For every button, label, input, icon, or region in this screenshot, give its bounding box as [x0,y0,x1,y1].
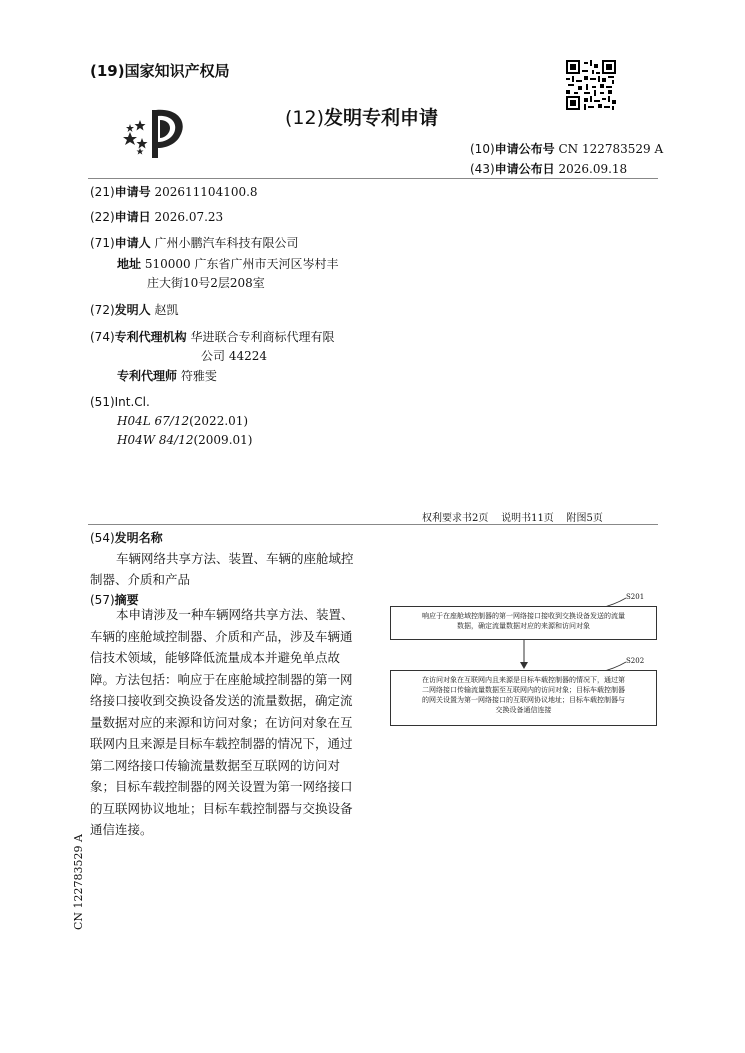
address-label: 地址 [117,257,142,271]
patent-agent [117,368,217,384]
abstract-body [90,604,380,841]
s202-line1: 在访问对象在互联网内且来源是目标车载控制器的情况下，通过第 [422,676,625,684]
abstract-line: 通信连接。 [90,822,153,837]
agency-num: (74) [90,330,115,344]
page-counts: 权利要求书2页 说明书11页 附图5页 [422,513,603,524]
agency-line2: 公司 44224 [201,349,267,363]
inventor-label: 发明人 [114,303,151,317]
application-date [90,209,223,225]
intcl-label: Int.Cl. [114,395,150,409]
address [117,255,338,293]
agent-label: 专利代理师 [117,369,178,383]
publication-date [470,161,627,177]
office-name: 国家知识产权局 [124,62,230,80]
app-date-value: 2026.07.23 [154,210,224,224]
abstract-line: 象；目标车载控制器的网关设置为第一网络接口 [90,779,353,794]
counts-divider [88,524,658,525]
pub-no-num: (10) [470,142,495,156]
abstract-line: 信技术领域，能够降低流量成本并避免单点故 [90,650,341,665]
invention-title [90,548,354,590]
inventor [90,302,179,318]
pub-no-value: CN 122783529 A [558,142,664,156]
agency-label: 专利代理机构 [114,330,187,344]
class-2-version: (2009.01) [193,433,253,447]
patent-agency [90,328,335,366]
s202-line4: 交换设备通信连接 [495,706,552,714]
inventor-value: 赵凯 [154,303,179,317]
address-line1: 510000 广东省广州市天河区岑村丰 [144,257,339,271]
pub-date-num: (43) [470,162,495,176]
title-line2: 制器、介质和产品 [90,572,191,587]
side-publication-number: CN 122783529 A [72,834,85,930]
intcl-num: (51) [90,395,115,409]
abstract-label: 摘要 [114,593,139,607]
int-cl [90,394,150,410]
document-kind-title [285,103,438,130]
header-divider [88,178,658,179]
title-line1: 车辆网络共享方法、装置、车辆的座舱域控 [116,551,354,566]
qr-code-icon [566,60,616,110]
abstract-line: 的互联网协议地址；目标车载控制器与交换设备 [90,800,353,816]
pub-no-label: 申请公布号 [494,142,555,156]
agent-value: 符雅雯 [180,369,217,383]
applicant-label: 申请人 [114,236,151,250]
office-num: (19) [90,62,125,80]
s202-line3: 的网关设置为第一网络接口的互联网协议地址；目标车载控制器与 [422,696,625,704]
class-2 [117,432,252,448]
invention-title-heading [90,530,163,546]
abstract-line: 障。方法包括：响应于在座舱域控制器的第一网 [90,671,353,687]
abstract-line: 车辆的座舱域控制器、介质和产品，涉及车辆通 [90,628,353,644]
flow-step-s202 [390,670,657,726]
abstract-line: 量数据对应的来源和访问对象；在访问对象在互 [90,714,353,730]
class-2-code: H04W 84/12 [117,433,194,447]
flow-step-s201 [390,606,657,640]
applicant-value: 广州小鹏汽车科技有限公司 [154,236,299,250]
flow-arrow-icon [518,640,530,670]
title-label: 发明名称 [114,531,163,545]
pub-date-value: 2026.09.18 [558,162,628,176]
publication-number [470,141,663,157]
app-date-num: (22) [90,210,115,224]
app-date-label: 申请日 [114,210,151,224]
class-1 [117,413,248,429]
step-label-s202: S202 [626,657,645,665]
abstract-line: 络接口接收到交换设备发送的流量数据，确定流 [90,693,353,708]
abstract-num: (57) [90,593,115,607]
inventor-num: (72) [90,303,115,317]
class-1-code: H04L 67/12 [117,414,190,428]
pub-date-label: 申请公布日 [494,162,555,176]
s202-line2: 二网络接口传输流量数据至互联网内的访问对象；目标车载控制器 [422,686,625,694]
app-no-value: 202611104100.8 [154,185,258,199]
address-line2: 庄大街10号2层208室 [147,276,265,290]
s201-line2: 数据，确定流量数据对应的来源和访问对象 [457,622,590,630]
abstract-line: 第二网络接口传输流量数据至互联网的访问对 [90,757,341,773]
class-1-version: (2022.01) [189,414,249,428]
doc-kind: 发明专利申请 [324,107,439,129]
abstract-line: 本申请涉及一种车辆网络共享方法、装置、 [116,607,354,622]
office-heading [90,60,230,81]
app-no-num: (21) [90,185,115,199]
doc-kind-num: (12) [285,107,325,129]
abstract-line: 联网内且来源是目标车载控制器的情况下，通过 [90,736,353,751]
application-number [90,184,258,200]
applicant-num: (71) [90,236,115,250]
s201-line1: 响应于在座舱域控制器的第一网络接口接收到交换设备发送的流量 [422,612,625,620]
step-label-s201: S201 [626,593,645,601]
agency-line1: 华进联合专利商标代理有限 [190,330,335,344]
cnipa-logo-icon [118,102,190,160]
applicant [90,235,299,251]
title-num: (54) [90,531,115,545]
app-no-label: 申请号 [114,185,151,199]
